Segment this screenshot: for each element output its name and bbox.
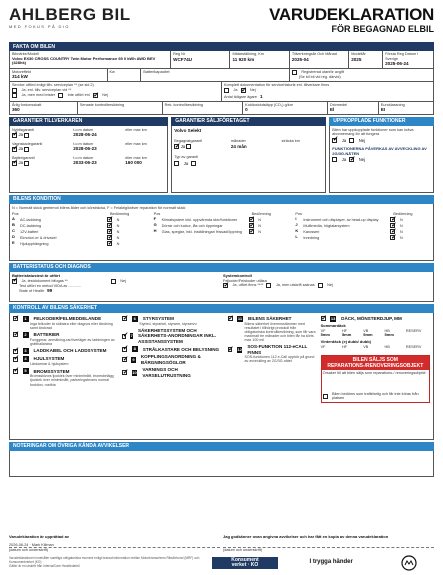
system-other-checkbox[interactable] bbox=[266, 283, 271, 288]
batteri-nej-checkbox[interactable] bbox=[24, 161, 29, 166]
reg-removed-label: Registrerad utanför avgift bbox=[301, 69, 344, 74]
status-yes-label: Ja, testdokument bifogas ** bbox=[21, 278, 68, 283]
kondition-code: C bbox=[12, 228, 15, 234]
tyre-col-label: HF bbox=[341, 328, 347, 333]
co2-value: 0 bbox=[245, 107, 248, 113]
inspection-item bbox=[122, 354, 223, 365]
vagn-ja: Ja bbox=[18, 146, 23, 152]
inspection-title: BILENS SÄKERHET bbox=[248, 315, 292, 321]
stracka-label: sträcka km bbox=[281, 139, 300, 144]
system-label: Systemkontroll bbox=[223, 272, 252, 278]
volvo-selekt: Volvo Selekt bbox=[174, 127, 202, 133]
kondition-mark-checkbox[interactable] bbox=[249, 229, 254, 234]
upp-nej-checkbox[interactable] bbox=[349, 138, 354, 143]
inspection-title: BROMSSYSTEM bbox=[33, 368, 70, 374]
vagn-date-label: t.o.m datum bbox=[73, 141, 94, 146]
bed-header: Bedömning bbox=[109, 212, 130, 217]
kondition-code: G bbox=[153, 222, 157, 228]
facts-table bbox=[9, 51, 434, 69]
mrf-seal-icon bbox=[384, 555, 434, 571]
inspection-checkbox[interactable] bbox=[122, 316, 127, 321]
upp2-nej-checkbox[interactable] bbox=[349, 157, 354, 162]
firstreg-value: 2025-06-24 bbox=[385, 61, 409, 67]
inspection-checkbox[interactable] bbox=[13, 316, 18, 321]
kondition-mark: N bbox=[258, 223, 262, 228]
inspection-sub: Funggerar, anmälning-rar/överläger av laddningen av grätthallarana bbox=[30, 337, 115, 347]
kv-line2: verket · KO bbox=[231, 561, 259, 568]
kontroll-col-4 bbox=[321, 316, 430, 436]
service-info-label: Inte utfört enl bbox=[67, 93, 90, 98]
kondition-column bbox=[12, 212, 148, 247]
inspection-checkbox[interactable] bbox=[13, 332, 18, 337]
batteri-ja: Ja bbox=[18, 160, 23, 166]
tyre-col-label: HB bbox=[384, 344, 390, 349]
system-sub: Felkoder/Felskoder utläsa bbox=[223, 278, 267, 283]
insp-13-checkbox[interactable] bbox=[321, 316, 326, 321]
status-nej-checkbox[interactable] bbox=[111, 279, 116, 284]
kondition-mark: N bbox=[258, 217, 262, 222]
kondition-mark: N bbox=[399, 235, 403, 240]
tyre-col-label: HB bbox=[384, 328, 390, 333]
kondition-item bbox=[12, 241, 148, 247]
upp2-ja: Ja bbox=[341, 157, 347, 163]
kontroll-box bbox=[9, 313, 434, 440]
nybil-km-label: eller max km bbox=[125, 127, 147, 132]
insp-13-number: 13 bbox=[330, 315, 336, 321]
kondition-mark: N bbox=[258, 229, 262, 234]
kontroll-col-1 bbox=[13, 316, 118, 436]
upp-line1: Bilen har uppkopplade funktioner som kan kräva abonnemang för att fungera bbox=[332, 127, 414, 137]
owners-value: 1 bbox=[259, 94, 263, 100]
tyre-value: 5mm bbox=[320, 332, 330, 338]
typ-ja: Ja bbox=[183, 160, 189, 166]
tyre-col-label: VB bbox=[363, 328, 369, 333]
upprattad-sub: (datum och underskrift) bbox=[9, 548, 49, 553]
kondition-code: D bbox=[12, 234, 15, 240]
tyre-col-label: HF bbox=[341, 344, 347, 349]
inspection-checkbox[interactable] bbox=[122, 347, 127, 352]
inspection-sub: Bilens säkerhet överensstämmer med resultatet i tillhörigt protokoll från obligatoriska kontrollbesiktning, som får vara maximalt tre månader och bilen får ha körts max 100 mil bbox=[244, 321, 316, 343]
model-value: Volvo EX30 CROSS COUNTRY Twin Motor Performance 69 0 kWh AWD BEV (428hk) bbox=[12, 55, 156, 66]
battery-label: Batterikapacitet bbox=[143, 69, 170, 74]
komplett-label: Komplett dokumentation för servicehistorik enl. tillverkare finns bbox=[224, 82, 330, 87]
noteringar-title: NOTERINGAR OM ÖVRIGA KÄNDA AVVIKELSER bbox=[9, 442, 434, 451]
section-facts-title: FAKTA OM BILEN bbox=[9, 42, 434, 51]
kondition-text: AC-laddning bbox=[20, 217, 41, 222]
batteri-km-label: eller max km bbox=[125, 155, 147, 160]
inspection-title: STYRSYSTEM bbox=[142, 315, 174, 321]
batteri-km-value: 160 000 bbox=[125, 160, 142, 166]
status-nej-label: Nej bbox=[120, 278, 126, 283]
upprattad-label: Varudeklaration är upprättad av bbox=[9, 534, 70, 539]
kondition-box bbox=[9, 204, 434, 261]
tyre-col-label: VF bbox=[320, 328, 326, 333]
tyre-value: 5mm bbox=[341, 332, 352, 338]
kondition-code: F bbox=[153, 216, 157, 222]
bed-header: Bedömning bbox=[393, 212, 413, 217]
inspection-item bbox=[122, 346, 223, 352]
reg-removed-sub: (Se bil bil vid reg. därvid) bbox=[298, 74, 341, 79]
inspection-item bbox=[228, 316, 317, 343]
vagn-nej-checkbox[interactable] bbox=[24, 147, 29, 152]
footer bbox=[9, 535, 434, 571]
tillverkare-box bbox=[9, 117, 168, 193]
tyre-head-vinter bbox=[321, 345, 430, 350]
tyre-col-label: VF bbox=[320, 344, 326, 349]
inspection-item bbox=[122, 367, 223, 378]
modelyear-label: Modellår bbox=[351, 52, 366, 56]
kontroll-title: KONTROLL AV BILENS SÄKERHET bbox=[9, 304, 434, 313]
pos-header: Pos bbox=[153, 212, 161, 217]
nybil-nej-checkbox[interactable] bbox=[24, 133, 29, 138]
inspection-title: SÄKERHETSSYSTEM OCH SÄKERHETS-ANORDNINGAR INKL. ASSISTANSSYSTEM bbox=[137, 327, 217, 344]
inspection-item bbox=[13, 368, 118, 386]
service-brister-checkbox[interactable] bbox=[12, 93, 17, 98]
kondition-code: J bbox=[295, 222, 298, 228]
euro-label: Euroklassning bbox=[380, 102, 405, 107]
kondition-code: H bbox=[153, 228, 157, 234]
batteri-status-title: BATTERISTATUS OCH DIAGNOS bbox=[9, 263, 434, 272]
beg-ja-checkbox[interactable] bbox=[174, 144, 179, 149]
inspection-checkbox[interactable] bbox=[13, 349, 18, 354]
service-info-checkbox[interactable] bbox=[58, 93, 63, 98]
kondition-mark-checkbox[interactable] bbox=[107, 241, 112, 246]
health-label: State of Health bbox=[19, 288, 45, 293]
komplett-ja-checkbox[interactable] bbox=[224, 88, 229, 93]
batteri-date-value: 2033-06-23 bbox=[73, 160, 97, 166]
firstreg-label: Första Reg Datum I Sverige bbox=[385, 52, 419, 61]
reg-removed-checkbox[interactable] bbox=[292, 70, 297, 75]
nybil-date-label: t.o.m datum bbox=[73, 127, 94, 132]
reg-label: Reg Nr bbox=[173, 52, 186, 56]
upp-line2: FUNKTIONERNA PÅVERKAS AV AVVECKLING AV 2G/3G-NÄTEN bbox=[332, 145, 427, 156]
vagn-label: Vagnskadegaranti bbox=[12, 141, 43, 146]
saljforetag-box bbox=[171, 117, 326, 193]
nybil-ja-checkbox[interactable] bbox=[12, 133, 17, 138]
kondition-text: Instrument och displayer, av head-up display bbox=[303, 217, 379, 222]
komplett-ja-label: Ja bbox=[233, 88, 238, 93]
status-yes-checkbox[interactable] bbox=[12, 279, 17, 284]
inspection-number: 7 bbox=[130, 333, 133, 339]
red-line2: Bilen bedöms som trafikfarlig och får inte köras från platsen bbox=[332, 391, 419, 401]
konsumentverket-badge bbox=[212, 557, 279, 570]
tyre-col-label: RESERV bbox=[405, 344, 422, 349]
uppkoppling-box bbox=[329, 117, 434, 193]
inspection-title: SOS-FUNKTION 112-eCALL FINNS bbox=[247, 344, 308, 355]
footer-note: Varudeklarationen innehåller samtliga obligatoriska moment enligt branschinformation mellan Motorbranschens Riksförbund (MRF) och Konsumentverket (KO) bbox=[9, 556, 200, 564]
footer-note2: Gäller är en utskrift från InternalCare Handledarbil. bbox=[9, 563, 81, 568]
kondition-mark: N bbox=[399, 223, 403, 228]
kondition-mark: N bbox=[116, 217, 120, 222]
inspection-item bbox=[122, 316, 223, 326]
service-nej-label: Nej bbox=[102, 93, 108, 98]
tyre-value: 5mm bbox=[363, 332, 373, 338]
vagn-date-value: 2028-06-23 bbox=[73, 146, 97, 152]
kondition-code: K bbox=[295, 228, 299, 234]
typ-label: Typ av garanti bbox=[174, 155, 199, 160]
motor-label: Motoreffekt bbox=[12, 69, 31, 74]
facts-row2 bbox=[9, 69, 434, 82]
tillverkare-title: GARANTIER TILLVERKAREN bbox=[9, 117, 168, 126]
system-yes-checkbox[interactable] bbox=[223, 283, 228, 288]
service-label: Service utförd enligt tillv. serviceplan ** (se sid 2) bbox=[12, 82, 94, 87]
doc-subtitle: FÖR BEGAGNAD ELBIL bbox=[331, 24, 434, 34]
kondition-text: Inredning bbox=[303, 235, 320, 240]
kw-label: Kw bbox=[109, 69, 115, 74]
typ-ja-checkbox[interactable] bbox=[174, 161, 179, 166]
kondition-code: I bbox=[295, 216, 297, 222]
inspection-number: 2 bbox=[24, 331, 27, 337]
kondition-mark: N bbox=[399, 217, 403, 222]
system-other-label: Ja, men utskrift saknas bbox=[275, 283, 315, 288]
inspection-sub: Inga felkoder är sökbara eller diagnos eller tändning samt ändorad bbox=[30, 321, 113, 330]
motor-value: 314 kW bbox=[12, 74, 28, 80]
kv-line1: Konsument bbox=[231, 556, 259, 563]
kondition-code: L bbox=[295, 234, 298, 240]
kondition-mark-checkbox[interactable] bbox=[390, 235, 395, 240]
batteri-date-label: t.o.m datum bbox=[73, 155, 94, 160]
inspection-sub: Bromsskivors tjocklek över minimimått, bromsbelägg tjocklek över minimimått, parkeringsbroms normal funktion, rostfria bbox=[30, 374, 114, 387]
garanti-row bbox=[9, 117, 434, 193]
kondition-item bbox=[295, 235, 431, 241]
upp-ja: Ja bbox=[341, 137, 347, 143]
kondition-code: A bbox=[12, 216, 15, 222]
kondition-text: Elmotor/-er & drivaxel bbox=[20, 235, 57, 240]
saljforetag-title: GARANTIER SÄLJFÖRETAGET bbox=[171, 117, 326, 126]
nybil-ja: Ja bbox=[18, 132, 23, 138]
tyre-col-label: VB bbox=[363, 344, 369, 349]
inspection-sub: SOS-funktionen 112 e-Call upphör på grund av avveckling av 2G/3G-nätet bbox=[244, 355, 315, 364]
upprattad-value: 2026-06-24 · Mark Killman bbox=[9, 542, 54, 547]
komplett-nej-label: Nej bbox=[250, 88, 256, 93]
system-yes-label: Ja, utfört finns **** bbox=[232, 283, 264, 288]
drivmedel-label: Drivmedel bbox=[329, 102, 348, 107]
inspection-title: VARNINGS OCH VARSELUTRUSTNING bbox=[142, 367, 191, 378]
rek-label: Rek. kontrollbesiktning bbox=[164, 102, 203, 107]
kund-sub: (datum och underskrift) bbox=[223, 547, 263, 552]
red-line1: Orsaker till att bilen säljs som reparations-/ renoveringsobjekt: bbox=[322, 371, 427, 376]
doc-title: VARUDEKLARATION bbox=[269, 5, 434, 24]
kondition-text: 12V-batteri bbox=[20, 229, 39, 234]
brand-logo: AHLBERG BIL bbox=[9, 5, 131, 24]
inspection-number: 11 bbox=[237, 315, 243, 321]
upp2-nej: Nej bbox=[358, 157, 365, 163]
header bbox=[9, 6, 434, 42]
odo-label: Mätarställning, Km bbox=[232, 52, 264, 56]
reg-value: WCF74U bbox=[173, 56, 192, 62]
vinter-label: Vinterdäck (ej dubb/ dubb) bbox=[320, 338, 372, 344]
inspection-number: 4 bbox=[24, 356, 27, 362]
kondition-text: Karosseri bbox=[303, 229, 320, 234]
kund-label: Jag godkänner ovan angivna avvikelser och har fått en kopia av denna varudeklaration bbox=[223, 534, 389, 539]
kondition-text: Klimatsystem inkl. uppvärmda stor/funktioner bbox=[161, 217, 238, 222]
inspection-checkbox[interactable] bbox=[122, 357, 126, 362]
komplett-nej-checkbox[interactable] bbox=[241, 88, 246, 93]
kondition-code: B bbox=[12, 222, 15, 228]
typ-nej-checkbox[interactable] bbox=[191, 161, 196, 166]
kontroll-col-3 bbox=[228, 316, 317, 436]
kondition-legend: N = Normalt skick gentemot bilens ålder och körsträcka, F = Felaktig/kräver reparation för normalt skick bbox=[12, 205, 186, 210]
kondition-text: Hjulupphängning bbox=[20, 241, 49, 246]
drivmedel-value: El bbox=[329, 107, 335, 113]
inspection-checkbox[interactable] bbox=[228, 347, 233, 352]
kondition-mark: N bbox=[116, 235, 120, 240]
beg-label: Begagnatgaranti bbox=[174, 139, 203, 144]
kondition-mark: N bbox=[116, 223, 120, 228]
inspection-checkbox[interactable] bbox=[228, 316, 233, 321]
inspection-item bbox=[122, 328, 223, 345]
upp2-ja-checkbox[interactable] bbox=[332, 157, 337, 162]
manader-label: månader bbox=[230, 139, 246, 144]
kondition-mark: N bbox=[116, 229, 120, 234]
red-title: BILEN SÄLJS SOM REPARATIONS-/RENOVERINGSOBJEKT bbox=[322, 356, 429, 370]
inspection-title: LADDKABEL OCH LADDSYSTEM bbox=[33, 348, 107, 354]
arlig-value: 360 bbox=[12, 107, 20, 113]
noteringar-box[interactable] bbox=[9, 451, 434, 477]
co2-label: Koldioxidutsläpp (CO₂) g/km bbox=[245, 102, 293, 107]
inspection-number: 12 bbox=[237, 346, 242, 352]
inspection-checkbox[interactable] bbox=[13, 357, 18, 362]
bed-header: Bedömning bbox=[251, 212, 271, 217]
vagn-km-label: eller max km bbox=[125, 141, 147, 146]
inspection-checkbox[interactable] bbox=[13, 369, 18, 374]
inspection-number: 10 bbox=[132, 369, 137, 375]
arlig-label: Årlig fordonsskatt bbox=[12, 102, 42, 107]
inspection-item bbox=[13, 356, 118, 366]
uppkoppling-title: UPPKOPPLADE FUNKTIONER bbox=[329, 117, 434, 126]
mfg-label: Tillverkningsår Och Månad bbox=[291, 52, 337, 56]
insp-13-title: DÄCK, MÖNSTERDJUP, MM bbox=[341, 315, 402, 321]
sen-label: Senaste kontrollbesiktning bbox=[79, 102, 125, 107]
batteri-status-box bbox=[9, 272, 434, 302]
service-nej-checkbox[interactable] bbox=[93, 93, 98, 98]
nybil-date-value: 2028-06-24 bbox=[73, 132, 97, 138]
inspection-number: 1 bbox=[24, 315, 27, 321]
system-nej-checkbox[interactable] bbox=[318, 283, 323, 288]
inspection-number: 9 bbox=[132, 356, 135, 362]
inspection-sub: Länkarmar & hjulsystem bbox=[30, 362, 69, 367]
kondition-mark: N bbox=[399, 229, 403, 234]
kondition-code: E bbox=[12, 240, 15, 246]
pos-header: Pos bbox=[295, 212, 302, 217]
inspection-item bbox=[13, 316, 118, 330]
beg-ja: Ja bbox=[180, 143, 186, 149]
batteri-ja-checkbox[interactable] bbox=[12, 161, 17, 166]
inspection-title: BATTERIER bbox=[33, 332, 60, 338]
kontroll-col-2 bbox=[122, 316, 223, 436]
inspection-checkbox[interactable] bbox=[122, 334, 125, 339]
beg-nej-checkbox[interactable] bbox=[186, 144, 191, 149]
kondition-text: Multimedia, högtalarsystem bbox=[303, 223, 350, 228]
facts-row4 bbox=[9, 102, 434, 115]
service-yes-label: Ja, enl. tillv. serviceplan vid ** bbox=[21, 88, 72, 93]
system-nej-label: Nej bbox=[327, 283, 333, 288]
inspection-number: 3 bbox=[24, 348, 27, 354]
kondition-mark: N bbox=[116, 241, 120, 246]
service-brister-label: Ja, men med brister bbox=[21, 93, 56, 98]
tyre-value: 5mm bbox=[384, 332, 394, 338]
inspection-number: 6 bbox=[133, 315, 136, 321]
pos-header: Pos bbox=[12, 212, 19, 217]
kondition-title: BILENS KONDITION bbox=[9, 195, 434, 204]
kondition-column bbox=[295, 212, 431, 247]
inspection-number: 5 bbox=[24, 368, 27, 374]
inspection-item bbox=[13, 332, 118, 346]
kondition-columns bbox=[12, 212, 431, 247]
kondition-item bbox=[154, 229, 290, 235]
inspection-title: KOPPLINGSANORDNING & BÄRGNINGSÖGLOR bbox=[140, 354, 201, 365]
brand-tagline: MED FOKUS PÅ DIG bbox=[9, 24, 70, 29]
health-value: 99 bbox=[47, 288, 53, 294]
kondition-text: Dörrar och luckor, lås och öppningar bbox=[161, 223, 223, 228]
upp-nej: Nej bbox=[358, 137, 365, 143]
inspection-item bbox=[228, 344, 317, 363]
status-sub: Test utfört en metod VIDA av ............ bbox=[19, 283, 82, 288]
kondition-column bbox=[154, 212, 290, 247]
upp-ja-checkbox[interactable] bbox=[332, 138, 337, 143]
batteri-label: Batterigaranti bbox=[12, 155, 35, 160]
trafikfarlig-checkbox[interactable] bbox=[323, 394, 328, 399]
kondition-text: Glas, speglar, inkl. inställningar/ frissad/öppning bbox=[161, 229, 242, 234]
status-label: Batteristatustest är utfört bbox=[12, 272, 61, 278]
manader-value: 24 mån bbox=[230, 143, 247, 149]
inspection-number: 8 bbox=[133, 346, 136, 352]
inspection-checkbox[interactable] bbox=[122, 370, 127, 375]
inspection-title: STRÅLKASTARE OCH BELYSNING bbox=[142, 346, 220, 352]
inspection-title: HJULSYSTEM bbox=[33, 356, 65, 362]
modelyear-value: 2025 bbox=[351, 56, 362, 62]
sommar-label: Sommardäck bbox=[320, 322, 346, 328]
euro-value: EI bbox=[380, 107, 386, 113]
model-label: Bilmärke/Modell bbox=[12, 52, 40, 56]
inspection-item bbox=[13, 348, 118, 354]
tyre-values-sommar bbox=[321, 333, 430, 338]
red-box bbox=[321, 355, 430, 403]
inspection-title: FELKODER/FELMEDDELANDE bbox=[33, 315, 102, 321]
inspection-sub: Styrled, styrarkel, styrarm, styrservo bbox=[139, 321, 197, 326]
vagn-ja-checkbox[interactable] bbox=[12, 147, 17, 152]
tyre-col-label: RESERV bbox=[405, 328, 422, 333]
kondition-text: DC-laddning bbox=[20, 223, 42, 228]
nybil-label: Nybilsgaranti bbox=[12, 127, 34, 132]
facts-row3 bbox=[9, 82, 434, 102]
trygga-text: I trygga händer bbox=[309, 559, 353, 566]
odo-value: 11 920 km bbox=[232, 56, 255, 62]
mfg-value: 2025-04 bbox=[291, 56, 309, 62]
owners-label: Antal tidigare ägare bbox=[224, 94, 257, 99]
